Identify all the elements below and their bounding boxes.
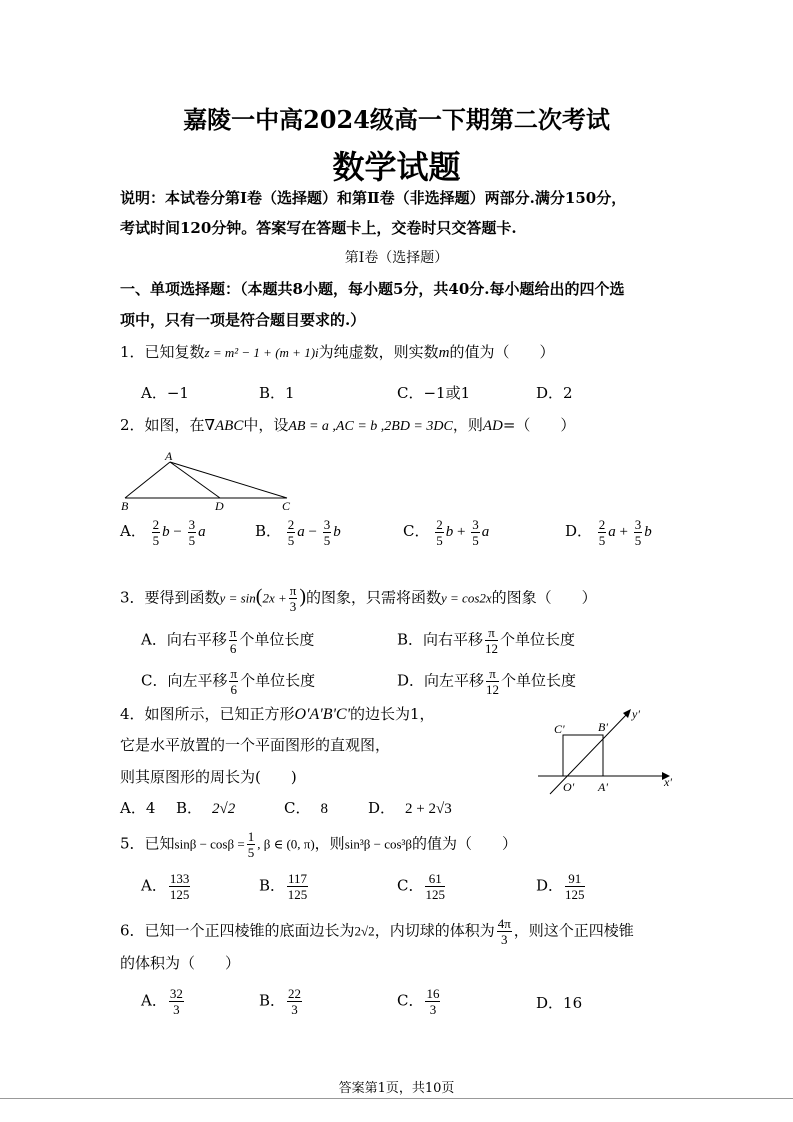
question-1-option-d: D．2 bbox=[536, 384, 573, 402]
question-5-option-d: D． $\frac{91}{125}$ bbox=[536, 871, 585, 902]
question-5-option-b: B． $\frac{117}{125}$ bbox=[259, 871, 308, 902]
question-2-stem: 2．如图，在∇ABC中，设AB = a ,AC = b ,2BD = 3DC，则AD=（ ） bbox=[120, 416, 576, 434]
section1-heading-line1: 一、单项选择题：（本题共8小题，每小题5分，共40分.每小题给出的四个选 bbox=[120, 280, 625, 298]
question-5-stem: 5．已知sinβ − cosβ = $\frac{1}{5}$ , β ∈ (0, π)，则sin³β − cos³β的值为（ ） bbox=[120, 829, 518, 860]
point-label-d: D bbox=[215, 499, 224, 512]
vertex-label-c: C bbox=[282, 499, 291, 512]
label-a-prime: A' bbox=[598, 780, 608, 794]
question-2-option-b: B． $\frac{2}{5}$ a − $\frac{3}{5}$ b bbox=[255, 517, 341, 548]
label-c-prime: C' bbox=[554, 722, 565, 736]
question-4-line1: 4．如图所示，已知正方形O'A'B'C'的边长为1， bbox=[120, 705, 435, 723]
question-1-option-a: A．−1 bbox=[141, 384, 189, 402]
question-4-line2: 它是水平放置的一个平面图形的直观图， bbox=[120, 736, 391, 754]
question-3-stem: 3．要得到函数y = sin(2x + $\frac{\pi}{3}$ )的图象，只需将函数y = cos2x的图象（ ） bbox=[120, 583, 597, 614]
label-b-prime: B' bbox=[598, 720, 608, 734]
oblique-square-figure bbox=[530, 700, 685, 800]
label-y-prime: y' bbox=[632, 707, 640, 721]
footer-divider bbox=[0, 1098, 793, 1099]
question-6-line1: 6．已知一个正四棱锥的底面边长为2√2，内切球的体积为 $\frac{4\pi}{3}$ ，则这个正四棱锥 bbox=[120, 916, 634, 947]
vertex-label-a: A bbox=[165, 450, 173, 463]
question-1-option-c: C．−1或1 bbox=[397, 384, 471, 402]
question-6-option-a: A． $\frac{32}{3}$ bbox=[141, 986, 183, 1017]
exam-title: 嘉陵一中高2024级高一下期第二次考试 bbox=[183, 105, 610, 134]
question-2-option-a: A． $\frac{2}{5}$ b − $\frac{3}{5}$ a bbox=[120, 517, 206, 548]
label-o-prime: O' bbox=[563, 780, 575, 794]
question-4-option-a: A．4 bbox=[120, 799, 156, 817]
label-x-prime: x' bbox=[664, 775, 672, 789]
question-2-option-d: D． $\frac{2}{5}$ a + $\frac{3}{5}$ b bbox=[565, 517, 652, 548]
question-3-option-a: A．向右平移 $\frac{\pi}{6}$ 个单位长度 bbox=[141, 625, 315, 656]
segment-ad bbox=[170, 462, 220, 498]
section1-heading-line2: 项中，只有一项是符合题目要求的.） bbox=[120, 311, 366, 329]
question-4-line3: 则其原图形的周长为( ) bbox=[120, 768, 297, 786]
question-1-stem: 1．已知复数z = m² − 1 + (m + 1)i为纯虚数，则实数m的值为（ ） bbox=[120, 343, 555, 361]
instructions-line2: 考试时间120分钟。答案写在答题卡上，交卷时只交答题卡. bbox=[120, 219, 517, 237]
triangle-figure bbox=[115, 450, 300, 512]
question-3-option-d: D．向左平移 $\frac{\pi}{12}$ 个单位长度 bbox=[397, 666, 577, 697]
triangle-side-ab bbox=[125, 462, 170, 498]
question-6-line2: 的体积为（ ） bbox=[120, 954, 241, 972]
question-5-option-a: A． $\frac{133}{125}$ bbox=[141, 871, 190, 902]
part1-heading: 第Ⅰ卷（选择题） bbox=[344, 250, 449, 266]
question-5-option-c: C． $\frac{61}{125}$ bbox=[397, 871, 445, 902]
question-4-option-c: C． 8 bbox=[284, 799, 328, 817]
page-footer: 答案第1页，共10页 bbox=[338, 1081, 455, 1096]
triangle-side-ac bbox=[170, 462, 287, 498]
question-2-option-c: C． $\frac{2}{5}$ b + $\frac{3}{5}$ a bbox=[403, 517, 490, 548]
question-6-option-c: C． $\frac{16}{3}$ bbox=[397, 986, 440, 1017]
square-oabc bbox=[563, 735, 603, 776]
vertex-label-b: B bbox=[121, 499, 129, 512]
question-3-option-c: C．向左平移 $\frac{\pi}{6}$ 个单位长度 bbox=[141, 666, 316, 697]
question-6-option-b: B． $\frac{22}{3}$ bbox=[259, 986, 302, 1017]
question-3-option-b: B．向右平移 $\frac{\pi}{12}$ 个单位长度 bbox=[397, 625, 576, 656]
question-1-option-b: B．1 bbox=[259, 384, 295, 402]
question-4-option-d: D． 2 + 2√3 bbox=[368, 799, 452, 817]
question-4-option-b: B． 2√2 bbox=[176, 799, 236, 817]
question-6-option-d: D．16 bbox=[536, 994, 583, 1012]
instructions-line1: 说明：本试卷分第Ⅰ卷（选择题）和第Ⅱ卷（非选择题）两部分.满分150分， bbox=[120, 189, 627, 207]
exam-subtitle: 数学试题 bbox=[332, 148, 461, 186]
